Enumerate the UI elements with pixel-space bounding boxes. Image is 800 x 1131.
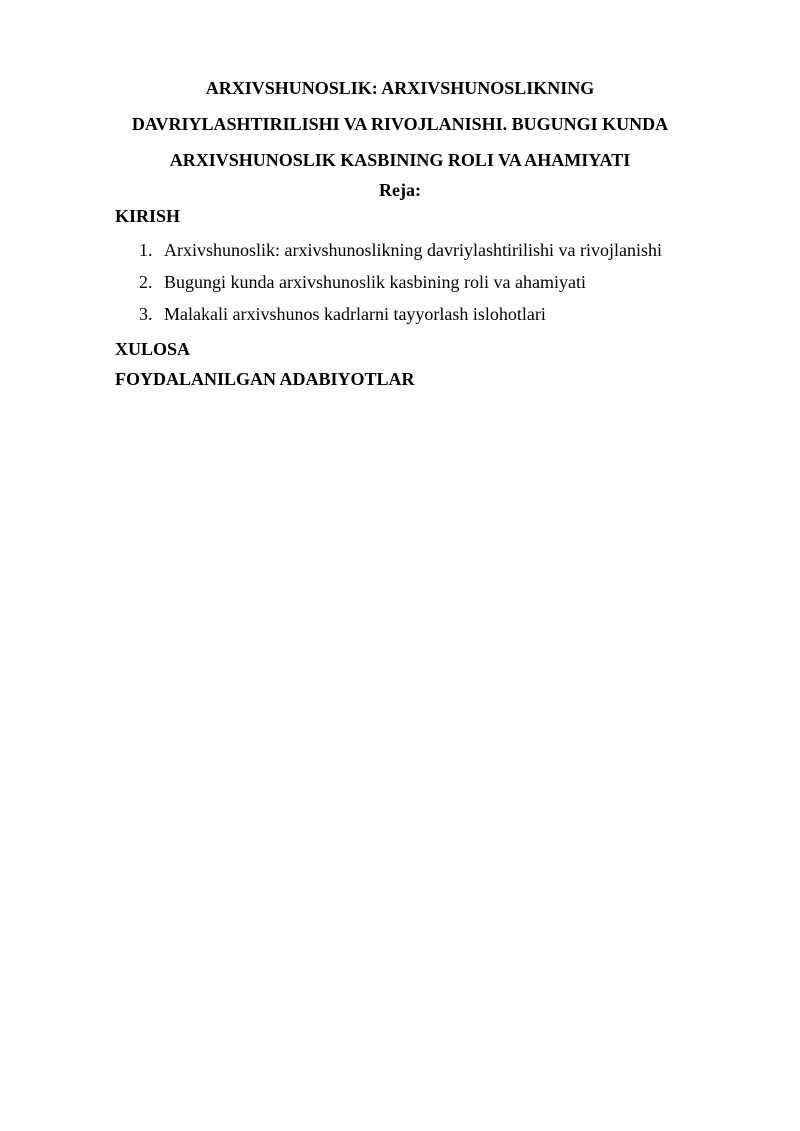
title-line-2: DAVRIYLASHTIRILISHI VA RIVOJLANISHI. BUGUNGI KUNDA bbox=[131, 114, 669, 134]
plan-item-text: Arxivshunoslik: arxivshunoslikning davriylashtirilishi va rivojlanishi bbox=[164, 240, 662, 260]
plan-item-number: 2. bbox=[139, 272, 153, 292]
plan-item-number: 1. bbox=[139, 240, 153, 260]
references-heading: FOYDALANILGAN ADABIYOTLAR bbox=[115, 369, 415, 389]
intro-heading: KIRISH bbox=[115, 206, 181, 226]
plan-item-text: Malakali arxivshunos kadrlarni tayyorlash islohotlari bbox=[164, 304, 546, 324]
document-title bbox=[115, 70, 685, 178]
title-line-3: ARXIVSHUNOSLIK KASBINING ROLI VA AHAMIYATI bbox=[169, 150, 631, 170]
conclusion-heading: XULOSA bbox=[115, 339, 191, 359]
plan-item-text: Bugungi kunda arxivshunoslik kasbining roli va ahamiyati bbox=[164, 272, 586, 292]
title-line-1: ARXIVSHUNOSLIK: ARXIVSHUNOSLIKNING bbox=[205, 78, 595, 98]
plan-heading: Reja: bbox=[379, 180, 421, 200]
plan-item-number: 3. bbox=[139, 304, 153, 324]
